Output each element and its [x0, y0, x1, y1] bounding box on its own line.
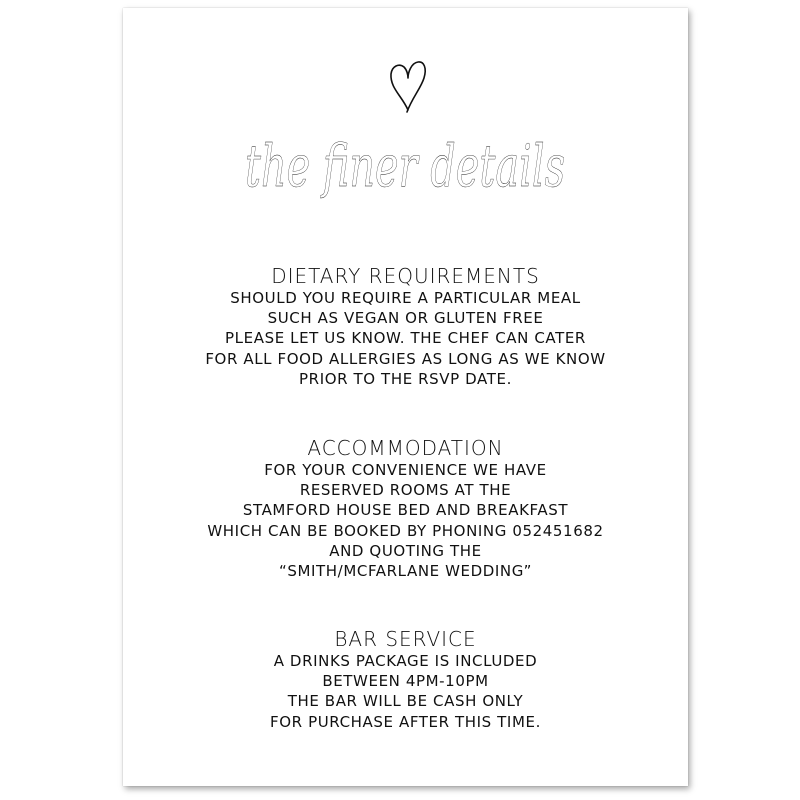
section-heading: DIETARY REQUIREMENTS [271, 264, 540, 288]
section-line: THE BAR WILL BE CASH ONLY [287, 692, 524, 711]
section-line: AND QUOTING THE [329, 541, 482, 560]
section-line: FOR YOUR CONVENIENCE WE HAVE [264, 461, 547, 479]
section-line: SUCH AS VEGAN OR GLUTEN FREE [267, 309, 544, 328]
section-line: PLEASE LET US KNOW. THE CHEF CAN CATER [225, 329, 586, 348]
section-line: BETWEEN 4PM-10PM [322, 672, 489, 691]
section-line: FOR ALL FOOD ALLERGIES AS LONG AS WE KNOW [205, 349, 606, 368]
section-bar-service [123, 627, 688, 732]
section-heading: ACCOMMODATION [307, 436, 504, 460]
section-dietary [123, 264, 688, 389]
section-line: WHICH CAN BE BOOKED BY PHONING 052451682 [207, 521, 604, 540]
section-line: RESERVED ROOMS AT THE [299, 481, 512, 500]
section-line: “SMITH/MCFARLANE WEDDING” [278, 562, 533, 581]
details-card [123, 8, 688, 786]
section-heading: BAR SERVICE [334, 627, 477, 651]
section-line: STAMFORD HOUSE BED AND BREAKFAST [242, 501, 569, 520]
script-title [123, 118, 688, 228]
section-line: A DRINKS PACKAGE IS INCLUDED [273, 652, 538, 670]
section-line: FOR PURCHASE AFTER THIS TIME. [270, 712, 541, 731]
section-line: PRIOR TO THE RSVP DATE. [299, 369, 512, 388]
section-line: SHOULD YOU REQUIRE A PARTICULAR MEAL [230, 289, 581, 307]
section-accommodation [123, 436, 688, 581]
page-title: the finer details [245, 132, 565, 200]
heart-icon [388, 58, 428, 116]
